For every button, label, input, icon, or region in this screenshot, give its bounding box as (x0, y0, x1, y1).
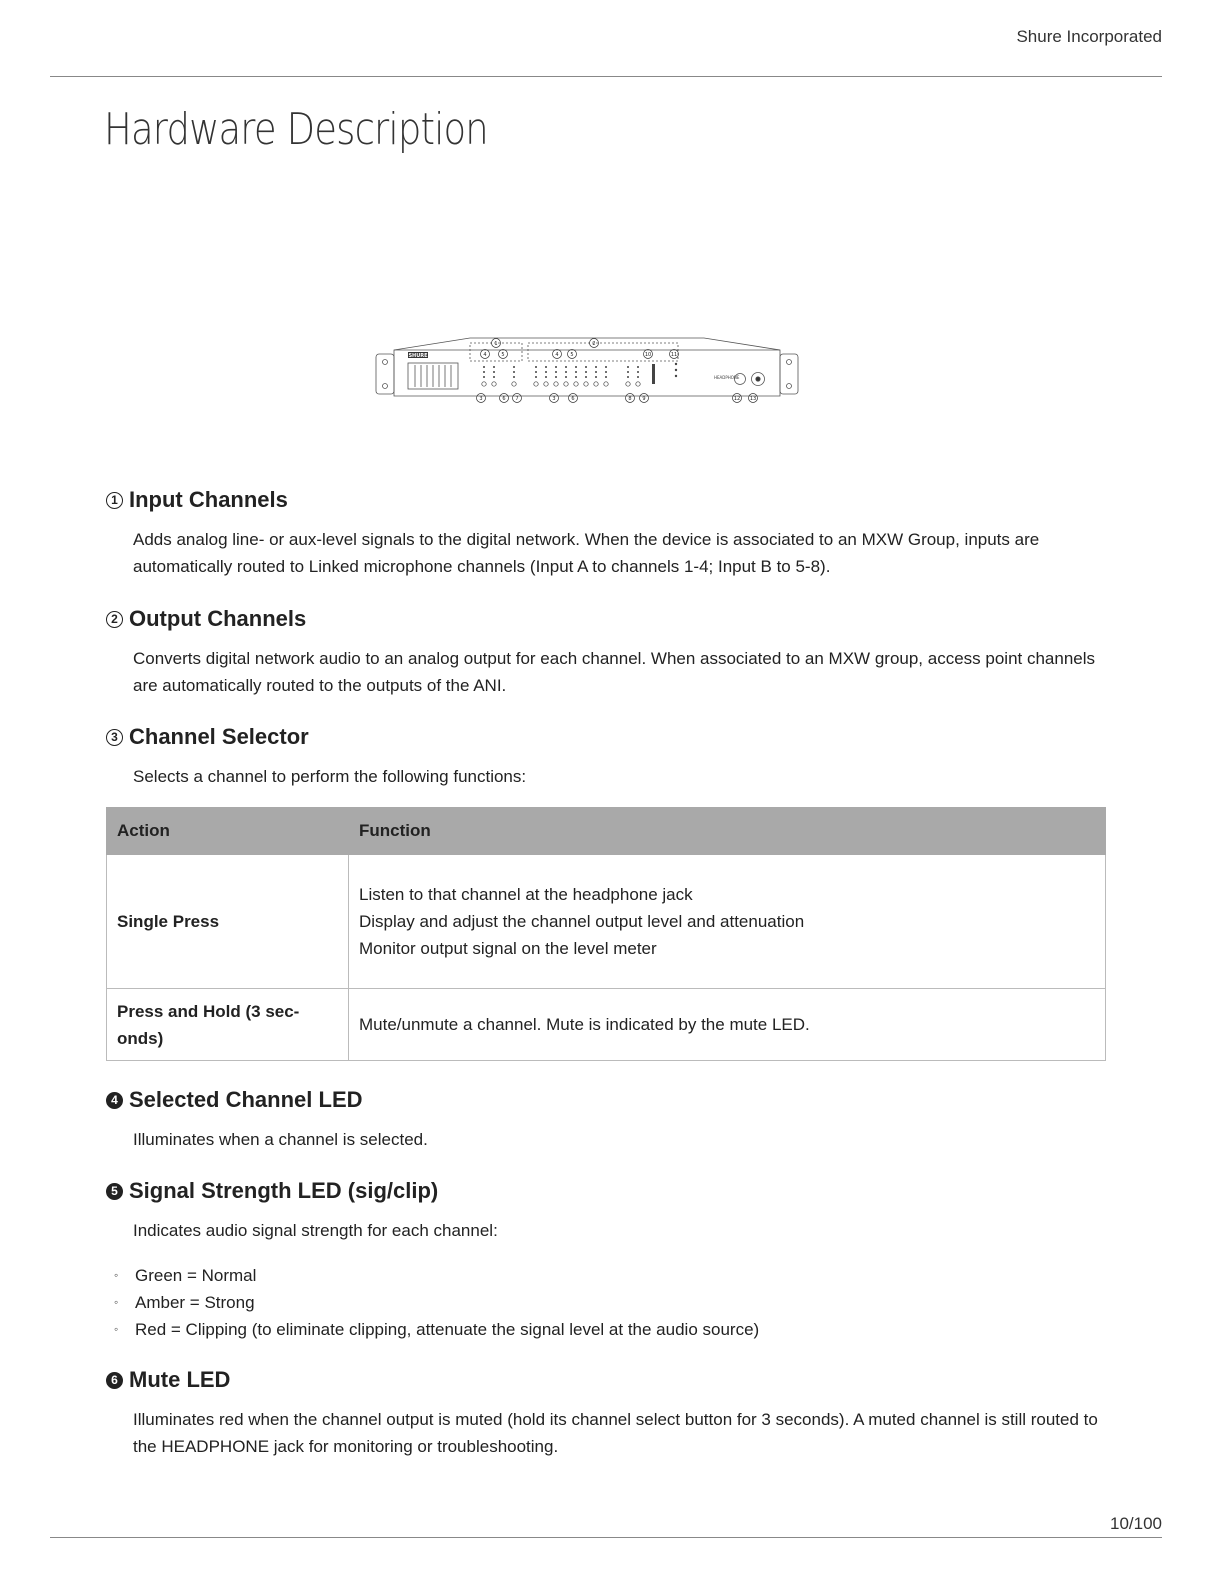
section-body: Selects a channel to perform the following functions: (133, 767, 527, 786)
section-body: Indicates audio signal strength for each channel: (133, 1221, 498, 1240)
figure-callout: 7 (515, 396, 519, 402)
list-item-text: Red = Clipping (to eliminate clipping, attenuate the signal level at the audio source) (135, 1320, 760, 1339)
callout-number-icon: 3 (106, 729, 123, 746)
figure-callout: 10 (644, 352, 652, 358)
callout-number-icon: 6 (106, 1372, 123, 1389)
bullet-icon: ◦ (114, 1295, 119, 1309)
list-item-text: Green = Normal (135, 1266, 257, 1285)
page-title: Hardware Description (104, 104, 488, 155)
callout-number-icon: 5 (106, 1183, 123, 1200)
table-header-action: Action (107, 808, 349, 855)
section-body: Adds analog line- or aux-level signals to the digital network. When the device is associated to an MXW Group, inputs are automatically routed to Linked microphone channels (Input A to channels 1-4; Input B to 5-8). (133, 530, 1040, 576)
figure-callout: 8 (628, 396, 632, 402)
figure-callout: 12 (733, 396, 741, 402)
header-brand: Shure Incorporated (1016, 27, 1162, 46)
function-line: Listen to that channel at the headphone jack (359, 885, 693, 904)
section-heading-signal-strength-led (106, 1178, 438, 1204)
action-line: onds) (117, 1028, 164, 1048)
bullet-icon: ◦ (114, 1322, 119, 1336)
figure-callout: 9 (642, 396, 646, 402)
table-cell-function: Mute/unmute a channel. Mute is indicated by the mute LED. (349, 989, 1106, 1061)
list-item (114, 1289, 759, 1316)
callout-number-icon: 1 (106, 492, 123, 509)
page-number: 10/100 (1110, 1514, 1162, 1533)
section-heading-output-channels (106, 606, 306, 632)
section-title: Channel Selector (129, 724, 309, 749)
action-line: Press and Hold (3 sec- (117, 1001, 300, 1021)
figure-callout: 6 (571, 396, 575, 402)
table-header-function: Function (349, 808, 1106, 855)
callout-number-icon: 2 (106, 611, 123, 628)
figure-callout: 5 (501, 352, 505, 358)
function-line: Display and adjust the channel output level and attenuation (359, 912, 805, 931)
section-title: Signal Strength LED (sig/clip) (129, 1178, 439, 1203)
function-line: Monitor output signal on the level meter (359, 939, 657, 958)
figure-callout: 13 (749, 396, 757, 402)
section-body: Illuminates when a channel is selected. (133, 1130, 428, 1149)
headphone-label: HEADPHONE (714, 375, 740, 380)
table-cell-action (107, 989, 349, 1061)
section-heading-mute-led (106, 1367, 230, 1393)
figure-callout: 1 (494, 341, 498, 347)
section-body: Converts digital network audio to an analog output for each channel. When associated to an MXW group, access point channels are automatically routed to the outputs of the ANI. (133, 649, 1096, 695)
figure-callout: 5 (570, 352, 574, 358)
section-heading-input-channels (106, 487, 288, 513)
section-body: Illuminates red when the channel output is muted (hold its channel select button for 3 seconds). A muted channel is still routed to the HEADPHONE jack for monitoring or troubleshooting. (133, 1410, 1098, 1456)
figure-callout: 6 (502, 396, 506, 402)
bullet-icon: ◦ (114, 1268, 119, 1282)
list-item-text: Amber = Strong (135, 1293, 255, 1312)
figure-callout: 2 (592, 341, 596, 347)
channel-selector-table (106, 807, 1106, 1061)
list-item (114, 1316, 759, 1343)
signal-level-list (114, 1262, 759, 1343)
figure-callout: 3 (552, 396, 556, 402)
shure-logo: SHURE (408, 353, 428, 359)
table-row (107, 989, 1106, 1061)
section-title: Selected Channel LED (129, 1087, 363, 1112)
table-header-row (107, 808, 1106, 855)
list-item (114, 1262, 759, 1289)
section-title: Mute LED (129, 1367, 231, 1392)
table-cell-function (349, 855, 1106, 989)
header-divider (50, 76, 1162, 77)
section-heading-selected-channel-led (106, 1087, 363, 1113)
figure-callout: 11 (670, 352, 678, 358)
table-cell-action: Single Press (107, 855, 349, 989)
figure-callout: 4 (483, 352, 487, 358)
figure-callout: 3 (479, 396, 483, 402)
footer-divider (50, 1537, 1162, 1538)
callout-number-icon: 4 (106, 1092, 123, 1109)
section-heading-channel-selector (106, 724, 309, 750)
section-title: Output Channels (129, 606, 307, 631)
table-row (107, 855, 1106, 989)
figure-callout: 4 (555, 352, 559, 358)
section-title: Input Channels (129, 487, 288, 512)
device-front-panel-illustration (374, 334, 800, 406)
